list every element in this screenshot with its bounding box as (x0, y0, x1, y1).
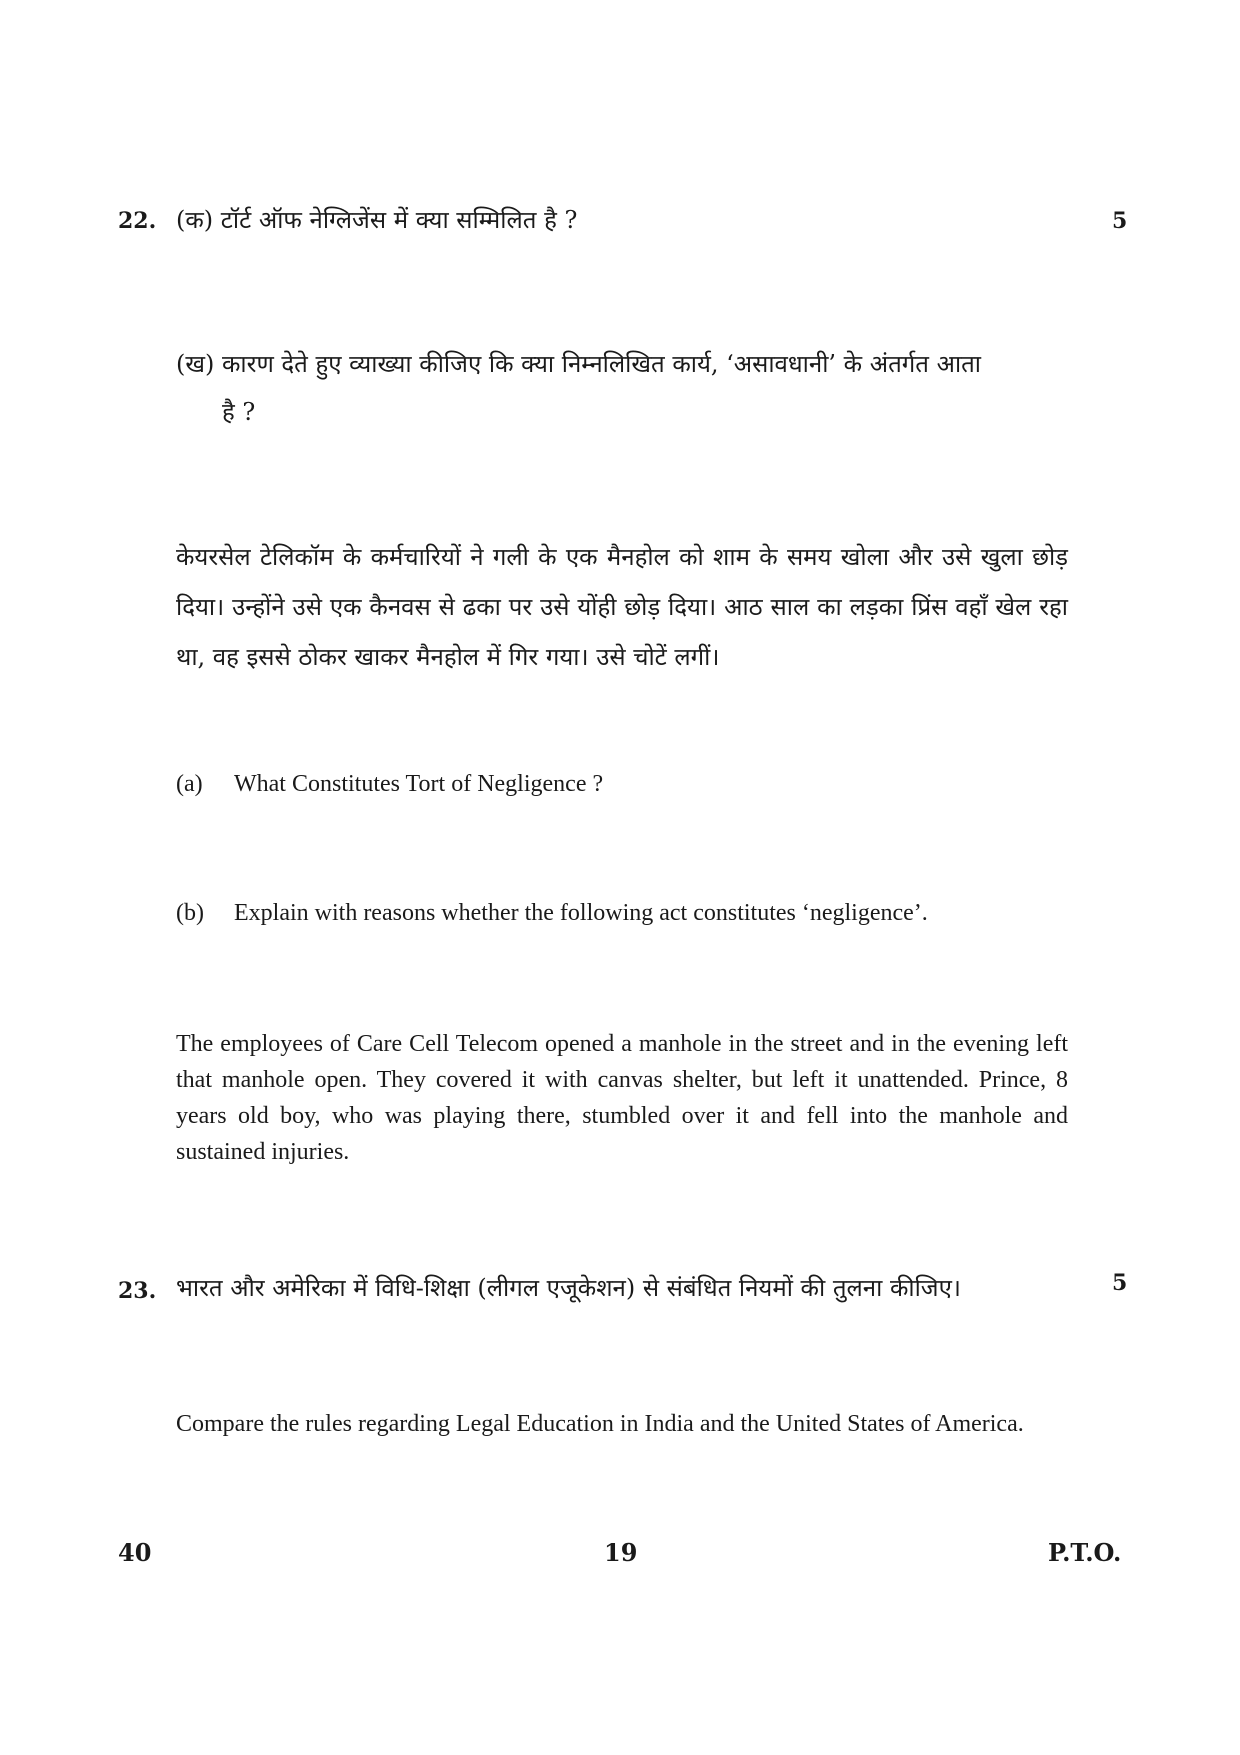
question-23-number: 23. (118, 1278, 157, 1304)
question-22-english-part-b (176, 895, 928, 931)
part-b-text: Explain with reasons whether the following act constitutes ‘negligence’. (234, 900, 928, 926)
question-22-marks: 5 (1112, 208, 1128, 234)
question-23-marks: 5 (1112, 1270, 1128, 1296)
page-number: 19 (604, 1538, 638, 1567)
question-22-hindi-part-b-line1: (ख) कारण देते हुए व्याख्या कीजिए कि क्या निम्नलिखित कार्य, ‘असावधानी’ के अंतर्गत आता (176, 350, 981, 378)
part-b-label: (b) (176, 900, 204, 926)
please-turn-over: P.T.O. (1048, 1538, 1122, 1567)
question-23-hindi: भारत और अमेरिका में विधि-शिक्षा (लीगल एजूकेशन) से संबंधित नियमों की तुलना कीजिए। (176, 1274, 961, 1302)
question-22-hindi-part-a: (क) टॉर्ट ऑफ नेग्लिजेंस में क्या सम्मिलित है ? (176, 206, 578, 234)
question-22-number: 22. (118, 208, 157, 234)
question-22-english-part-a (176, 766, 603, 802)
question-22-hindi-passage: केयरसेल टेलिकॉम के कर्मचारियों ने गली के एक मैनहोल को शाम के समय खोला और उसे खुला छोड़ दिया। उन्होंने उसे एक कैनवस से ढका पर उसे योंही छोड़ दिया। आठ साल का लड़का प्रिंस वहाँ खेल रहा था, वह इससे ठोकर खाकर मैनहोल में गिर गया। उसे चोटें लगीं। (176, 543, 1068, 671)
question-22-english-passage: The employees of Care Cell Telecom opened a manhole in the street and in the evening left that manhole open. They covered it with canvas shelter, but left it unattended. Prince, 8 years old boy, who was playing there, stumbled over it and fell into the manhole and sustained injuries. (176, 1031, 1068, 1165)
question-23-english: Compare the rules regarding Legal Education in India and the United States of America. (176, 1411, 1024, 1437)
part-a-text: What Constitutes Tort of Negligence ? (234, 771, 604, 797)
part-a-label: (a) (176, 771, 203, 797)
question-22-hindi-part-b-line2: है ? (222, 398, 256, 426)
paper-code: 40 (118, 1538, 152, 1567)
